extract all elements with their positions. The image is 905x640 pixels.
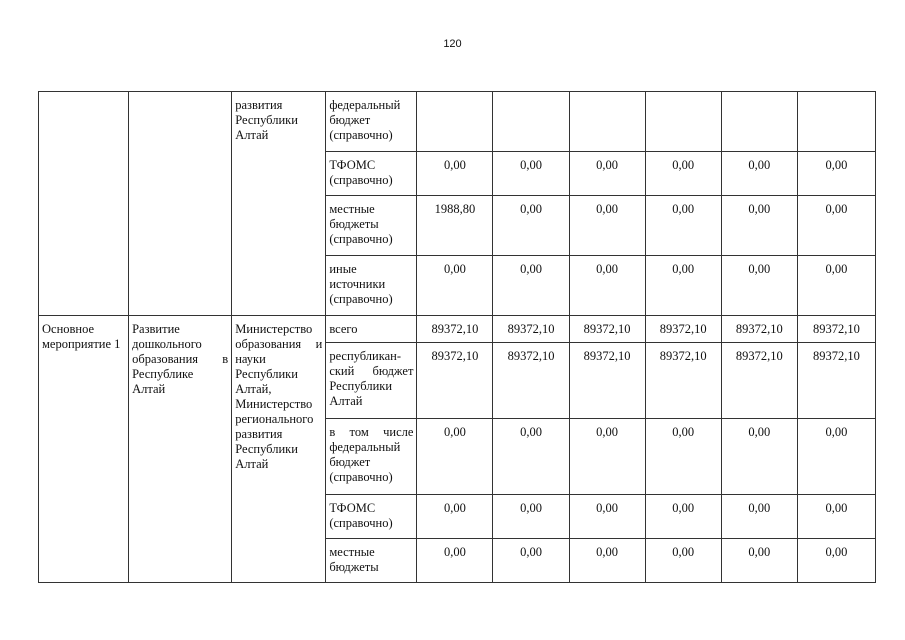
value-cell: 89372,10 xyxy=(797,343,875,419)
value-cell xyxy=(569,92,645,152)
value-cell: 0,00 xyxy=(721,196,797,256)
value-cell: 0,00 xyxy=(569,539,645,583)
table-row xyxy=(39,92,876,152)
value-cell xyxy=(645,92,721,152)
value-cell: 0,00 xyxy=(569,419,645,495)
value-cell: 0,00 xyxy=(493,419,569,495)
value-cell: 89372,10 xyxy=(417,343,493,419)
value-cell: 0,00 xyxy=(493,256,569,316)
value-cell: 0,00 xyxy=(797,152,875,196)
funding-source-cell: ТФОМС (справочно) xyxy=(326,152,417,196)
value-cell: 0,00 xyxy=(645,152,721,196)
value-cell: 89372,10 xyxy=(569,343,645,419)
value-cell: 0,00 xyxy=(417,152,493,196)
activity-name-cell: Развитие дошкольного образования в Республике Алтай xyxy=(129,316,232,583)
activity-cell xyxy=(39,92,129,316)
value-cell: 0,00 xyxy=(797,256,875,316)
activity-name-cell xyxy=(129,92,232,316)
value-cell: 89372,10 xyxy=(645,316,721,343)
value-cell: 0,00 xyxy=(493,152,569,196)
funding-source-cell: федеральный бюджет (справочно) xyxy=(326,92,417,152)
value-cell: 0,00 xyxy=(645,539,721,583)
value-cell: 89372,10 xyxy=(493,316,569,343)
value-cell: 0,00 xyxy=(569,196,645,256)
value-cell: 0,00 xyxy=(645,495,721,539)
table-row xyxy=(39,316,876,343)
value-cell: 0,00 xyxy=(797,495,875,539)
value-cell: 0,00 xyxy=(797,539,875,583)
value-cell xyxy=(721,92,797,152)
value-cell: 0,00 xyxy=(721,539,797,583)
value-cell: 0,00 xyxy=(417,495,493,539)
value-cell: 0,00 xyxy=(569,152,645,196)
page-number: 120 xyxy=(443,38,462,50)
value-cell: 0,00 xyxy=(797,419,875,495)
value-cell: 89372,10 xyxy=(493,343,569,419)
value-cell: 0,00 xyxy=(721,495,797,539)
value-cell: 0,00 xyxy=(417,419,493,495)
value-cell: 0,00 xyxy=(721,419,797,495)
funding-source-cell: местные бюджеты xyxy=(326,539,417,583)
funding-source-cell: республикан-ский бюджет Республики Алтай xyxy=(326,343,417,419)
executor-cell: Министерство образования и науки Республики Алтай, Министерство регионального развития Республики Алтай xyxy=(232,316,326,583)
funding-source-cell: иные источники (справочно) xyxy=(326,256,417,316)
executor-cell: развития Республики Алтай xyxy=(232,92,326,316)
value-cell: 0,00 xyxy=(417,256,493,316)
funding-source-cell: ТФОМС (справочно) xyxy=(326,495,417,539)
value-cell: 0,00 xyxy=(569,495,645,539)
value-cell: 89372,10 xyxy=(797,316,875,343)
funding-source-cell: местные бюджеты (справочно) xyxy=(326,196,417,256)
activity-cell: Основное мероприятие 1 xyxy=(39,316,129,583)
value-cell: 0,00 xyxy=(417,539,493,583)
value-cell: 0,00 xyxy=(721,152,797,196)
value-cell: 0,00 xyxy=(645,419,721,495)
value-cell xyxy=(797,92,875,152)
value-cell: 0,00 xyxy=(721,256,797,316)
value-cell: 89372,10 xyxy=(569,316,645,343)
funding-source-cell: в том числе федеральный бюджет (справочно) xyxy=(326,419,417,495)
funding-source-cell: всего xyxy=(326,316,417,343)
value-cell: 0,00 xyxy=(493,495,569,539)
value-cell xyxy=(417,92,493,152)
value-cell: 0,00 xyxy=(797,196,875,256)
value-cell: 89372,10 xyxy=(417,316,493,343)
value-cell xyxy=(493,92,569,152)
value-cell: 0,00 xyxy=(645,256,721,316)
value-cell: 89372,10 xyxy=(645,343,721,419)
value-cell: 0,00 xyxy=(493,539,569,583)
value-cell: 0,00 xyxy=(493,196,569,256)
budget-table xyxy=(38,91,876,583)
value-cell: 89372,10 xyxy=(721,316,797,343)
value-cell: 1988,80 xyxy=(417,196,493,256)
value-cell: 0,00 xyxy=(569,256,645,316)
value-cell: 0,00 xyxy=(645,196,721,256)
value-cell: 89372,10 xyxy=(721,343,797,419)
